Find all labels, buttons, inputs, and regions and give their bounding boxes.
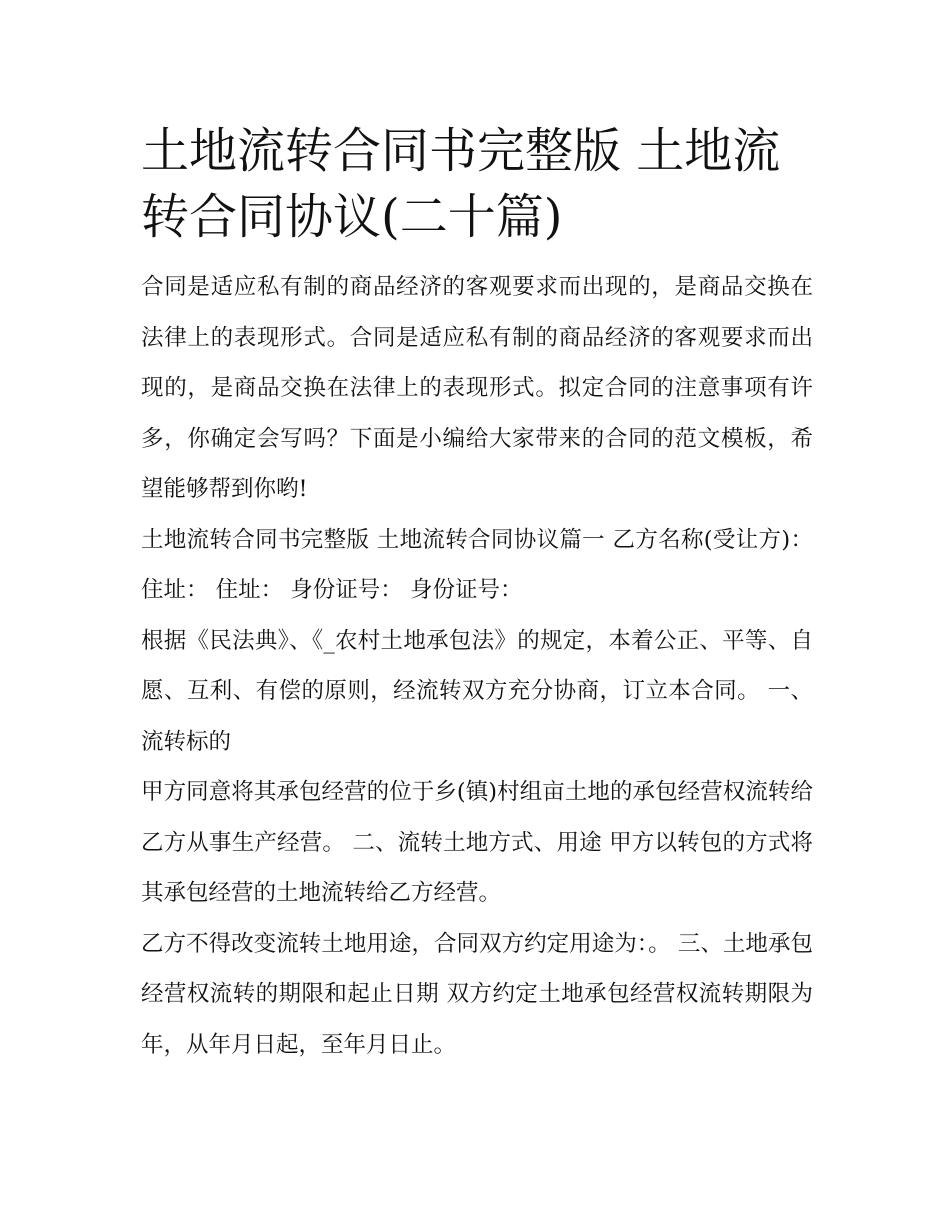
document-title: 土地流转合同书完整版 土地流转合同协议(二十篇) [141,123,781,245]
document-content [141,118,813,1070]
paragraph-parties: 土地流转合同书完整版 土地流转合同协议篇一 乙方名称(受让方)： 住址： 住址： 身份证号： 身份证号： [141,526,813,603]
paragraph-transfer-method: 甲方同意将其承包经营的位于乡(镇)村组亩土地的承包经营权流转给乙方从事生产经营。 二、流转土地方式、用途 甲方以转包的方式将其承包经营的土地流转给乙方经营。 [141,779,813,906]
paragraph-intro: 合同是适应私有制的商品经济的客观要求而出现的，是商品交换在法律上的表现形式。合同是适应私有制的商品经济的客观要求而出现的，是商品交换在法律上的表现形式。拟定合同的注意事项有许多，你确定会写吗？下面是小编给大家带来的合同的范文模板，希望能够帮到你哟! [141,274,813,502]
paragraph-legal-basis: 根据《民法典》、《_农村土地承包法》的规定，本着公正、平等、自愿、互利、有偿的原则，经流转双方充分协商，订立本合同。 一、流转标的 [141,627,813,755]
paragraph-transfer-term: 乙方不得改变流转土地用途，合同双方约定用途为：。 三、土地承包经营权流转的期限和起止日期 双方约定土地承包经营权流转期限为年，从年月日起，至年月日止。 [141,930,813,1058]
